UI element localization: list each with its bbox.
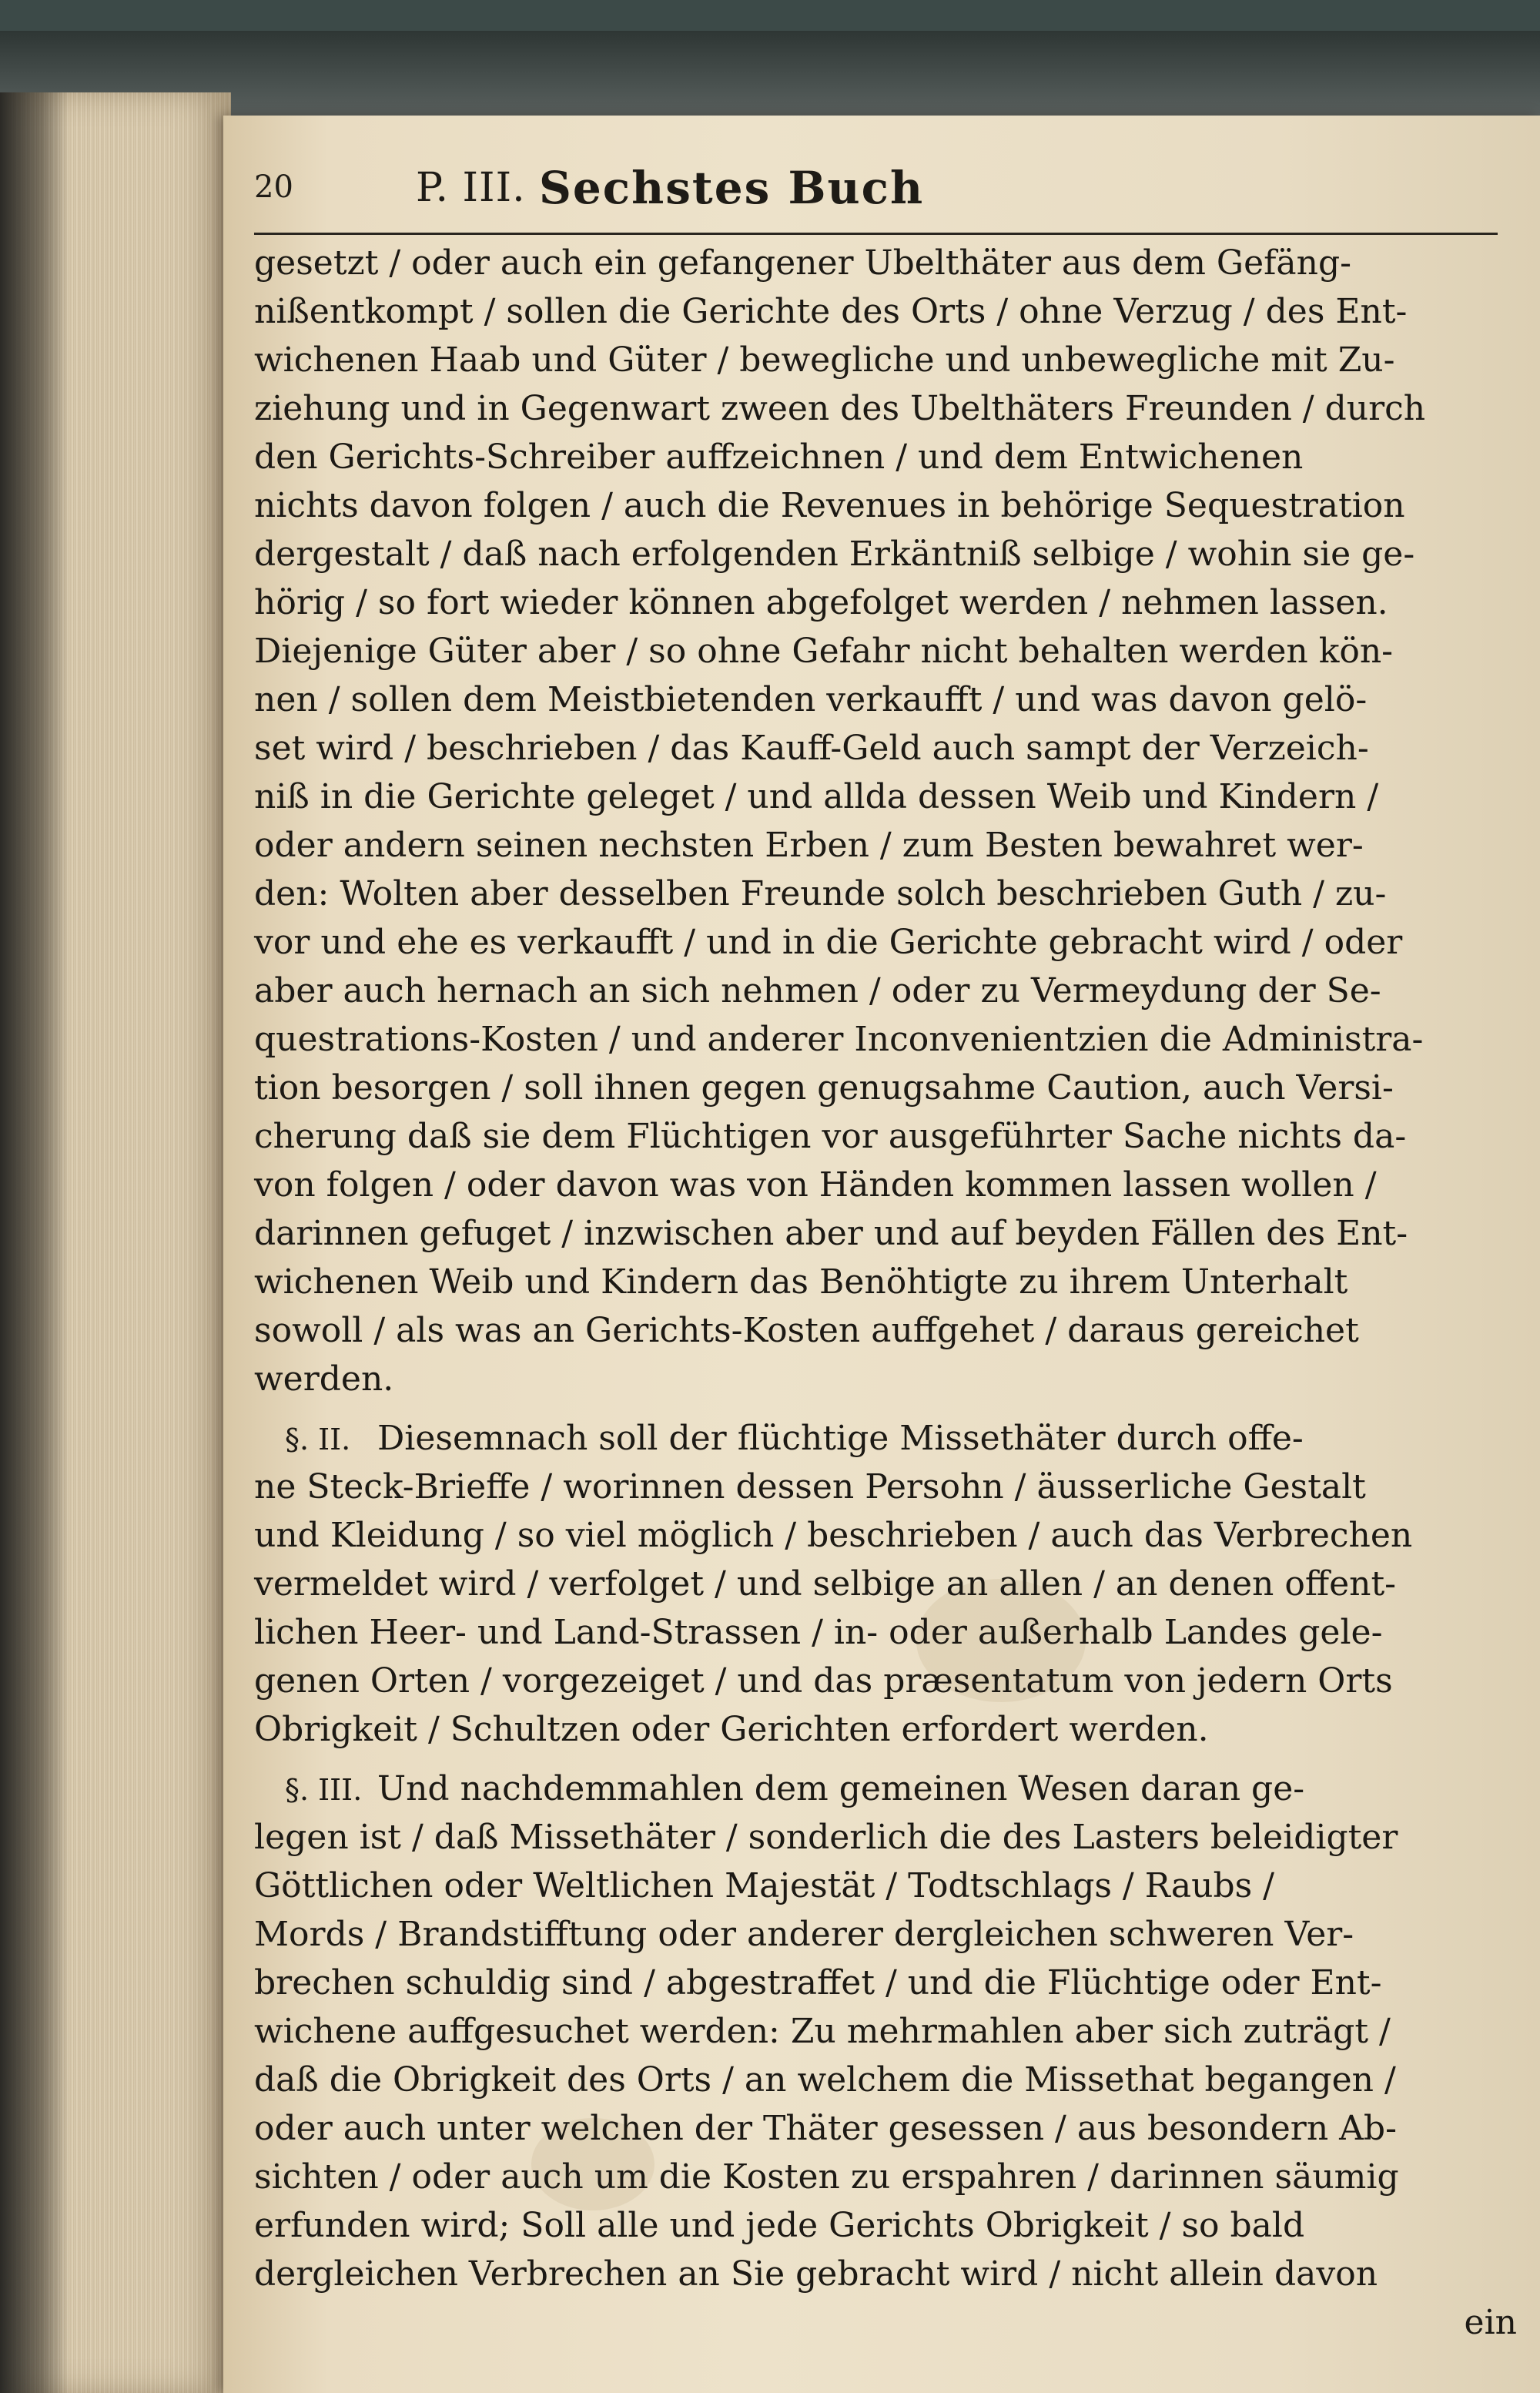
line-text: cherung daß sie dem Flüchtigen vor ausgeführter Sache nichts da- — [254, 1117, 1407, 1156]
line-text: wichenen Haab und Güter / bewegliche und unbewegliche mit Zu- — [254, 340, 1395, 380]
line-text: brechen schuldig sind / abgestraffet / und die Flüchtige oder Ent- — [254, 1963, 1382, 2003]
text-line — [254, 1161, 1517, 1209]
text-line — [254, 1560, 1517, 1608]
text-line — [254, 1862, 1517, 1910]
line-text: oder auch unter welchen der Thäter gesessen / aus besondern Ab- — [254, 2109, 1397, 2148]
book-title: Sechstes Buch — [539, 162, 925, 214]
text-line — [254, 1765, 1517, 1813]
line-text: Und nachdemmahlen dem gemeinen Wesen daran ge- — [377, 1769, 1305, 1808]
text-line — [254, 1209, 1517, 1258]
line-text: von folgen / oder davon was von Händen kommen lassen wollen / — [254, 1165, 1377, 1205]
text-line — [254, 1355, 1517, 1403]
text-line — [254, 773, 1517, 821]
line-text: darinnen gefuget / inzwischen aber und auf beyden Fällen des Ent- — [254, 1214, 1408, 1253]
body-text — [254, 239, 1517, 2347]
text-line — [254, 1258, 1517, 1306]
line-text: questrations-Kosten / und anderer Inconvenientzien die Administra- — [254, 1020, 1424, 1059]
text-line — [254, 578, 1517, 627]
line-text: erfunden wird; Soll alle und jede Gerichts Obrigkeit / so bald — [254, 2206, 1305, 2245]
catchword: ein — [1464, 2303, 1517, 2342]
line-text: wichenen Weib und Kindern das Benöhtigte zu ihrem Unterhalt — [254, 1262, 1348, 1302]
line-text: werden. — [254, 1359, 394, 1399]
text-line — [254, 627, 1517, 675]
text-line — [254, 1511, 1517, 1560]
line-text: ziehung und in Gegenwart zween des Ubelthäters Freunden / durch — [254, 389, 1426, 428]
text-line — [254, 1463, 1517, 1511]
text-line — [254, 870, 1517, 918]
line-text: vor und ehe es verkaufft / und in die Gerichte gebracht wird / oder — [254, 923, 1403, 962]
line-text: dergleichen Verbrechen an Sie gebracht wird / nicht allein davon — [254, 2254, 1378, 2294]
line-text: ne Steck-Brieffe / worinnen dessen Persohn / äusserliche Gestalt — [254, 1467, 1366, 1507]
line-text: set wird / beschrieben / das Kauff-Geld auch sampt der Verzeich- — [254, 729, 1369, 768]
paragraph-2 — [254, 1414, 1517, 1754]
line-text: nichts davon folgen / auch die Revenues in behörige Sequestration — [254, 486, 1405, 525]
text-line — [254, 2056, 1517, 2104]
line-text: Göttlichen oder Weltlichen Majestät / Todtschlags / Raubs / — [254, 1866, 1275, 1905]
text-line — [254, 1414, 1517, 1463]
text-line — [254, 287, 1517, 336]
text-line — [254, 1608, 1517, 1657]
line-text: den Gerichts-Schreiber auffzeichnen / und dem Entwichenen — [254, 437, 1304, 477]
line-text: vermeldet wird / verfolget / und selbige an allen / an denen offent- — [254, 1564, 1397, 1604]
line-text: hörig / so fort wieder können abgefolget werden / nehmen lassen. — [254, 583, 1388, 622]
line-text: dergestalt / daß nach erfolgenden Erkäntniß selbige / wohin sie ge- — [254, 535, 1415, 574]
line-text: oder andern seinen nechsten Erben / zum Besten bewahret wer- — [254, 826, 1364, 865]
line-text: niß in die Gerichte geleget / und allda dessen Weib und Kindern / — [254, 777, 1379, 816]
text-line — [254, 2153, 1517, 2201]
text-line — [254, 675, 1517, 724]
text-line — [254, 1064, 1517, 1112]
text-line — [254, 918, 1517, 967]
line-text: lichen Heer- und Land-Strassen / in- oder außerhalb Landes gele- — [254, 1613, 1383, 1652]
text-line — [254, 239, 1517, 287]
text-line — [254, 2250, 1517, 2298]
text-line — [254, 2104, 1517, 2153]
book-cover-edge — [0, 31, 1540, 123]
part-label: P. III. — [416, 165, 526, 211]
gutter-shadow — [0, 92, 69, 2393]
text-line — [254, 2201, 1517, 2250]
text-line — [254, 1959, 1517, 2007]
text-line — [254, 724, 1517, 773]
line-text: sichten / oder auch um die Kosten zu erspahren / darinnen säumig — [254, 2157, 1399, 2197]
text-line — [254, 821, 1517, 870]
text-line — [254, 967, 1517, 1015]
line-text: aber auch hernach an sich nehmen / oder zu Vermeydung der Se- — [254, 971, 1381, 1010]
text-line — [254, 1657, 1517, 1705]
line-text: daß die Obrigkeit des Orts / an welchem die Missethat begangen / — [254, 2060, 1396, 2100]
running-head-area — [254, 162, 1509, 235]
line-text: und Kleidung / so viel möglich / beschrieben / auch das Verbrechen — [254, 1516, 1413, 1555]
line-text: den: Wolten aber desselben Freunde solch beschrieben Guth / zu- — [254, 874, 1387, 913]
line-text: Mords / Brandstifftung oder anderer dergleichen schweren Ver- — [254, 1915, 1354, 1954]
line-text: Diejenige Güter aber / so ohne Gefahr nicht behalten werden kön- — [254, 632, 1394, 671]
text-line — [254, 1015, 1517, 1064]
text-line — [254, 1306, 1517, 1355]
text-line — [254, 1112, 1517, 1161]
line-text: sowoll / als was an Gerichts-Kosten auffgehet / daraus gereichet — [254, 1311, 1359, 1350]
text-line — [254, 1910, 1517, 1959]
text-line — [254, 336, 1517, 384]
text-line — [254, 481, 1517, 530]
running-head — [254, 162, 1498, 235]
line-text: legen ist / daß Missethäter / sonderlich die des Lasters beleidigter — [254, 1818, 1398, 1857]
line-text: tion besorgen / soll ihnen gegen genugsahme Caution, auch Versi- — [254, 1068, 1394, 1108]
section-number: §. II. — [285, 1423, 351, 1456]
line-text: genen Orten / vorgezeiget / und das præsentatum von jedern Orts — [254, 1661, 1393, 1701]
text-line — [254, 433, 1517, 481]
line-text: wichene auffgesuchet werden: Zu mehrmahlen aber sich zuträgt / — [254, 2012, 1391, 2051]
line-text: Obrigkeit / Schultzen oder Gerichten erfordert werden. — [254, 1710, 1209, 1749]
text-line — [254, 1705, 1517, 1754]
section-number: §. III. — [285, 1773, 363, 1807]
text-line — [254, 2007, 1517, 2056]
text-line — [254, 384, 1517, 433]
paragraph-3 — [254, 1765, 1517, 2298]
page-number: 20 — [254, 169, 293, 205]
text-line — [254, 530, 1517, 578]
line-text: gesetzt / oder auch ein gefangener Ubelthäter aus dem Gefäng- — [254, 243, 1351, 283]
text-line — [254, 1813, 1517, 1862]
line-text: Diesemnach soll der flüchtige Missethäter durch offe- — [377, 1419, 1304, 1458]
paragraph-1 — [254, 239, 1517, 1403]
line-text: nen / sollen dem Meistbietenden verkaufft / und was davon gelö- — [254, 680, 1368, 719]
line-text: nißentkompt / sollen die Gerichte des Orts / ohne Verzug / des Ent- — [254, 292, 1408, 331]
